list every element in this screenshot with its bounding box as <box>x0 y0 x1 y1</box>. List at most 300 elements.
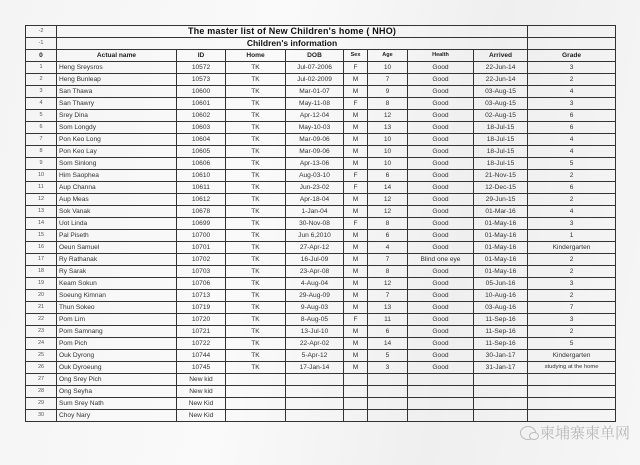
cell-arrived: 30-Jan-17 <box>474 350 528 362</box>
row-index: -2 <box>26 26 57 38</box>
cell-arrived: 03-Aug-15 <box>474 86 528 98</box>
cell-age: 5 <box>368 350 408 362</box>
cell-sex: M <box>344 86 368 98</box>
row-index: 16 <box>26 242 57 254</box>
cell-id: 10719 <box>177 302 226 314</box>
row-index: 30 <box>26 410 57 422</box>
cell-name: Ouk Dyroeung <box>57 362 177 374</box>
cell-arrived <box>474 386 528 398</box>
cell-id: 10573 <box>177 74 226 86</box>
cell-id: 10722 <box>177 338 226 350</box>
cell-sex: F <box>344 182 368 194</box>
cell-age <box>368 398 408 410</box>
cell-sex: M <box>344 326 368 338</box>
cell-age: 7 <box>368 74 408 86</box>
cell-age <box>368 410 408 422</box>
row-index: 19 <box>26 278 57 290</box>
column-header-row <box>26 50 616 62</box>
cell-dob: 1-Jan-04 <box>286 206 344 218</box>
cell-arrived: 01-May-16 <box>474 218 528 230</box>
cell-name: Uot Linda <box>57 218 177 230</box>
column-header-grade: Grade <box>528 50 616 62</box>
cell-home: TK <box>226 218 286 230</box>
cell-age: 13 <box>368 122 408 134</box>
table-row <box>26 314 616 326</box>
cell-health: Good <box>408 242 474 254</box>
wechat-icon <box>520 426 536 440</box>
row-index: 27 <box>26 374 57 386</box>
row-index: 28 <box>26 386 57 398</box>
cell-id: 10604 <box>177 134 226 146</box>
cell-age: 14 <box>368 182 408 194</box>
cell-id: 10601 <box>177 98 226 110</box>
row-index: 17 <box>26 254 57 266</box>
cell-name: Oeun Samuel <box>57 242 177 254</box>
table-row <box>26 146 616 158</box>
cell-health: Good <box>408 86 474 98</box>
row-index: 14 <box>26 218 57 230</box>
cell-id: 10600 <box>177 86 226 98</box>
table-row <box>26 350 616 362</box>
cell-age <box>368 386 408 398</box>
cell-arrived: 22-Jun-14 <box>474 62 528 74</box>
cell-dob <box>286 386 344 398</box>
column-header-id: ID <box>177 50 226 62</box>
cell-sex <box>344 374 368 386</box>
cell-health: Good <box>408 266 474 278</box>
cell-grade: 3 <box>528 62 616 74</box>
cell-age: 10 <box>368 134 408 146</box>
cell-grade: Kindergarten <box>528 242 616 254</box>
row-index: 9 <box>26 158 57 170</box>
cell-arrived: 05-Jun-16 <box>474 278 528 290</box>
cell-sex: M <box>344 266 368 278</box>
cell-arrived: 12-Dec-15 <box>474 182 528 194</box>
cell-dob: 13-Jul-10 <box>286 326 344 338</box>
cell-age: 12 <box>368 110 408 122</box>
table-row <box>26 254 616 266</box>
row-index: 21 <box>26 302 57 314</box>
cell-dob: Apr-13-06 <box>286 158 344 170</box>
cell-home: TK <box>226 122 286 134</box>
table-row <box>26 122 616 134</box>
cell-grade <box>528 374 616 386</box>
cell-health: Good <box>408 314 474 326</box>
row-index: 0 <box>26 50 57 62</box>
cell-home: TK <box>226 170 286 182</box>
row-index: 29 <box>26 398 57 410</box>
cell-name: Thun Sokeo <box>57 302 177 314</box>
cell-name: Him Saophea <box>57 170 177 182</box>
cell-grade: 2 <box>528 74 616 86</box>
cell-sex: M <box>344 206 368 218</box>
row-index: 26 <box>26 362 57 374</box>
row-index: 3 <box>26 86 57 98</box>
cell-health <box>408 386 474 398</box>
row-index: 7 <box>26 134 57 146</box>
table-row <box>26 110 616 122</box>
cell-health: Good <box>408 98 474 110</box>
table-row <box>26 410 616 422</box>
cell-grade <box>528 386 616 398</box>
cell-health: Good <box>408 362 474 374</box>
cell-id: 10603 <box>177 122 226 134</box>
row-index: 15 <box>26 230 57 242</box>
cell-name: Ong Seyha <box>57 386 177 398</box>
column-header-arrived: Arrived <box>474 50 528 62</box>
cell-sex: M <box>344 278 368 290</box>
cell-name: Pom Samnang <box>57 326 177 338</box>
cell-home: TK <box>226 194 286 206</box>
cell-home: TK <box>226 266 286 278</box>
watermark <box>520 422 630 443</box>
cell-sex: F <box>344 314 368 326</box>
cell-grade: 3 <box>528 98 616 110</box>
table-row <box>26 374 616 386</box>
cell-sex: M <box>344 254 368 266</box>
cell-arrived: 01-Mar-16 <box>474 206 528 218</box>
cell-dob: Jul-07-2006 <box>286 62 344 74</box>
cell-sex: M <box>344 74 368 86</box>
cell-name: Pon Keo Long <box>57 134 177 146</box>
cell-id: New kid <box>177 386 226 398</box>
cell-home: TK <box>226 350 286 362</box>
cell-health <box>408 398 474 410</box>
cell-home: TK <box>226 242 286 254</box>
cell-dob: 30-Nov-08 <box>286 218 344 230</box>
cell-sex: M <box>344 230 368 242</box>
cell-name: Pal Piseth <box>57 230 177 242</box>
cell-dob: May-10-03 <box>286 122 344 134</box>
column-header-home: Home <box>226 50 286 62</box>
cell-grade: 4 <box>528 146 616 158</box>
table-row <box>26 206 616 218</box>
column-header-dob: DOB <box>286 50 344 62</box>
watermark-text: 柬埔寨柬单网 <box>539 424 630 442</box>
cell-sex: M <box>344 158 368 170</box>
row-index: 12 <box>26 194 57 206</box>
cell-sex <box>344 410 368 422</box>
cell-dob: Apr-12-04 <box>286 110 344 122</box>
cell-id: 10611 <box>177 182 226 194</box>
row-index: 1 <box>26 62 57 74</box>
cell-grade: studying at the home <box>528 362 616 374</box>
cell-sex: M <box>344 350 368 362</box>
cell-grade: 2 <box>528 266 616 278</box>
cell-age: 3 <box>368 362 408 374</box>
cell-dob <box>286 398 344 410</box>
cell-dob <box>286 410 344 422</box>
column-header-age: Age <box>368 50 408 62</box>
cell-home: TK <box>226 62 286 74</box>
cell-dob: Jul-02-2009 <box>286 74 344 86</box>
cell-sex <box>344 386 368 398</box>
cell-dob <box>286 374 344 386</box>
cell-grade: 6 <box>528 122 616 134</box>
cell-dob: 23-Apr-08 <box>286 266 344 278</box>
row-index: 24 <box>26 338 57 350</box>
cell-dob: Jun 6,2010 <box>286 230 344 242</box>
cell-age: 7 <box>368 290 408 302</box>
row-index: 18 <box>26 266 57 278</box>
cell-age: 7 <box>368 254 408 266</box>
cell-arrived: 02-Aug-15 <box>474 110 528 122</box>
cell-arrived: 22-Jun-14 <box>474 74 528 86</box>
cell-age: 10 <box>368 62 408 74</box>
row-index: 6 <box>26 122 57 134</box>
cell-home: TK <box>226 230 286 242</box>
cell-health: Good <box>408 194 474 206</box>
cell-grade: 2 <box>528 290 616 302</box>
cell-name: Soeung Kimnan <box>57 290 177 302</box>
cell-home: TK <box>226 338 286 350</box>
cell-age: 14 <box>368 338 408 350</box>
cell-home: TK <box>226 134 286 146</box>
cell-arrived <box>474 374 528 386</box>
cell-arrived <box>474 410 528 422</box>
cell-arrived: 29-Jun-15 <box>474 194 528 206</box>
table-row <box>26 62 616 74</box>
cell-id: 10706 <box>177 278 226 290</box>
cell-name: Som Sinlong <box>57 158 177 170</box>
document-title: The master list of New Children's home ( NHO) <box>57 26 528 38</box>
cell-sex: F <box>344 62 368 74</box>
cell-dob: Mar-09-06 <box>286 146 344 158</box>
cell-id: 10605 <box>177 146 226 158</box>
table-row <box>26 98 616 110</box>
title-row <box>26 26 616 38</box>
cell-sex: F <box>344 170 368 182</box>
cell-arrived: 21-Nov-15 <box>474 170 528 182</box>
column-header-sex: Sex <box>344 50 368 62</box>
cell-arrived: 03-Aug-16 <box>474 302 528 314</box>
table-row <box>26 338 616 350</box>
cell-health: Blind one eye <box>408 254 474 266</box>
cell-id: 10701 <box>177 242 226 254</box>
cell-dob: May-11-08 <box>286 98 344 110</box>
cell-sex: M <box>344 290 368 302</box>
table-row <box>26 170 616 182</box>
cell-grade: 3 <box>528 314 616 326</box>
cell-id: 10610 <box>177 170 226 182</box>
cell-age: 11 <box>368 314 408 326</box>
document-sheet <box>25 25 640 422</box>
cell-health: Good <box>408 122 474 134</box>
table-row <box>26 194 616 206</box>
cell-name: Ong Srey Pich <box>57 374 177 386</box>
cell-arrived: 01-May-16 <box>474 242 528 254</box>
cell-sex: M <box>344 110 368 122</box>
row-index: 23 <box>26 326 57 338</box>
cell-arrived: 11-Sep-16 <box>474 338 528 350</box>
cell-grade: 5 <box>528 158 616 170</box>
cell-dob: 5-Apr-12 <box>286 350 344 362</box>
cell-home: TK <box>226 110 286 122</box>
cell-health: Good <box>408 158 474 170</box>
cell-grade: 2 <box>528 170 616 182</box>
cell-age: 8 <box>368 98 408 110</box>
cell-id: 10602 <box>177 110 226 122</box>
cell-grade: 2 <box>528 194 616 206</box>
cell-home <box>226 374 286 386</box>
table-row <box>26 290 616 302</box>
cell-home: TK <box>226 146 286 158</box>
cell-health: Good <box>408 338 474 350</box>
cell-name: Pon Keo Lay <box>57 146 177 158</box>
column-header-health: Health <box>408 50 474 62</box>
table-row <box>26 242 616 254</box>
master-list-table <box>25 25 616 422</box>
cell-id: 10612 <box>177 194 226 206</box>
cell-sex: F <box>344 218 368 230</box>
cell-dob: Aug-03-10 <box>286 170 344 182</box>
cell-grade: 3 <box>528 218 616 230</box>
row-index: 13 <box>26 206 57 218</box>
table-row <box>26 230 616 242</box>
cell-grade: Kindergarten <box>528 350 616 362</box>
cell-name: Heng Bunleap <box>57 74 177 86</box>
empty-cell <box>528 26 616 38</box>
cell-dob: Mar-01-07 <box>286 86 344 98</box>
cell-name: Aup Meas <box>57 194 177 206</box>
cell-dob: 22-Apr-02 <box>286 338 344 350</box>
cell-health: Good <box>408 206 474 218</box>
cell-arrived: 11-Sep-16 <box>474 326 528 338</box>
cell-name: San Thawry <box>57 98 177 110</box>
cell-id: New Kid <box>177 410 226 422</box>
cell-health: Good <box>408 170 474 182</box>
row-index: 5 <box>26 110 57 122</box>
cell-sex: M <box>344 194 368 206</box>
table-row <box>26 386 616 398</box>
cell-dob: 29-Aug-09 <box>286 290 344 302</box>
cell-health: Good <box>408 326 474 338</box>
cell-health: Good <box>408 218 474 230</box>
cell-dob: 27-Apr-12 <box>286 242 344 254</box>
cell-grade: 4 <box>528 206 616 218</box>
cell-id: 10700 <box>177 230 226 242</box>
cell-name: Pom Pich <box>57 338 177 350</box>
document-subtitle: Children's information <box>57 38 528 50</box>
cell-grade <box>528 410 616 422</box>
cell-age: 4 <box>368 242 408 254</box>
cell-grade: 6 <box>528 110 616 122</box>
table-row <box>26 182 616 194</box>
cell-age: 6 <box>368 326 408 338</box>
cell-sex: M <box>344 242 368 254</box>
cell-age: 13 <box>368 302 408 314</box>
cell-id: 10699 <box>177 218 226 230</box>
cell-name: Heng Sreysros <box>57 62 177 74</box>
cell-arrived: 03-Aug-15 <box>474 98 528 110</box>
cell-grade: 7 <box>528 302 616 314</box>
cell-home: TK <box>226 86 286 98</box>
cell-age: 12 <box>368 278 408 290</box>
table-row <box>26 86 616 98</box>
cell-arrived: 31-Jan-17 <box>474 362 528 374</box>
cell-grade: 2 <box>528 254 616 266</box>
cell-dob: Mar-09-06 <box>286 134 344 146</box>
cell-arrived: 18-Jul-15 <box>474 134 528 146</box>
cell-age: 9 <box>368 86 408 98</box>
cell-dob: 8-Aug-05 <box>286 314 344 326</box>
row-index: -1 <box>26 38 57 50</box>
cell-health: Good <box>408 350 474 362</box>
cell-dob: 16-Jul-09 <box>286 254 344 266</box>
cell-name: Sok Vanak <box>57 206 177 218</box>
row-index: 4 <box>26 98 57 110</box>
cell-home: TK <box>226 74 286 86</box>
cell-sex: M <box>344 134 368 146</box>
row-index: 2 <box>26 74 57 86</box>
cell-id: 10720 <box>177 314 226 326</box>
cell-arrived: 01-May-16 <box>474 230 528 242</box>
cell-home: TK <box>226 98 286 110</box>
cell-id: 10606 <box>177 158 226 170</box>
cell-grade: 3 <box>528 278 616 290</box>
cell-arrived: 18-Jul-15 <box>474 158 528 170</box>
column-header-name: Actual name <box>57 50 177 62</box>
cell-arrived: 18-Jul-15 <box>474 146 528 158</box>
table-row <box>26 134 616 146</box>
cell-grade: 4 <box>528 134 616 146</box>
cell-home: TK <box>226 206 286 218</box>
cell-health: Good <box>408 134 474 146</box>
subtitle-row <box>26 38 616 50</box>
row-index: 11 <box>26 182 57 194</box>
row-index: 25 <box>26 350 57 362</box>
cell-home: TK <box>226 326 286 338</box>
cell-name: San Thawa <box>57 86 177 98</box>
table-row <box>26 398 616 410</box>
cell-id: 10572 <box>177 62 226 74</box>
cell-dob: 17-Jan-14 <box>286 362 344 374</box>
cell-grade: 4 <box>528 86 616 98</box>
cell-name: Srey Dina <box>57 110 177 122</box>
cell-grade: 1 <box>528 230 616 242</box>
table-row <box>26 362 616 374</box>
cell-home: TK <box>226 254 286 266</box>
cell-health: Good <box>408 278 474 290</box>
cell-age: 8 <box>368 218 408 230</box>
cell-health <box>408 410 474 422</box>
cell-health <box>408 374 474 386</box>
table-row <box>26 326 616 338</box>
cell-name: Aup Channa <box>57 182 177 194</box>
cell-home: TK <box>226 290 286 302</box>
cell-id: 10703 <box>177 266 226 278</box>
cell-home: TK <box>226 314 286 326</box>
cell-home: TK <box>226 182 286 194</box>
cell-name: Som Longdy <box>57 122 177 134</box>
cell-arrived: 18-Jul-15 <box>474 122 528 134</box>
cell-id: 10744 <box>177 350 226 362</box>
cell-age: 12 <box>368 194 408 206</box>
cell-health: Good <box>408 62 474 74</box>
cell-age: 10 <box>368 146 408 158</box>
cell-dob: 9-Aug-03 <box>286 302 344 314</box>
cell-name: Sum Srey Nath <box>57 398 177 410</box>
cell-dob: 4-Aug-04 <box>286 278 344 290</box>
table-row <box>26 278 616 290</box>
cell-id: 10678 <box>177 206 226 218</box>
cell-arrived <box>474 398 528 410</box>
cell-home: TK <box>226 278 286 290</box>
cell-name: Pom Lim <box>57 314 177 326</box>
cell-home <box>226 398 286 410</box>
cell-home <box>226 386 286 398</box>
cell-age: 12 <box>368 206 408 218</box>
